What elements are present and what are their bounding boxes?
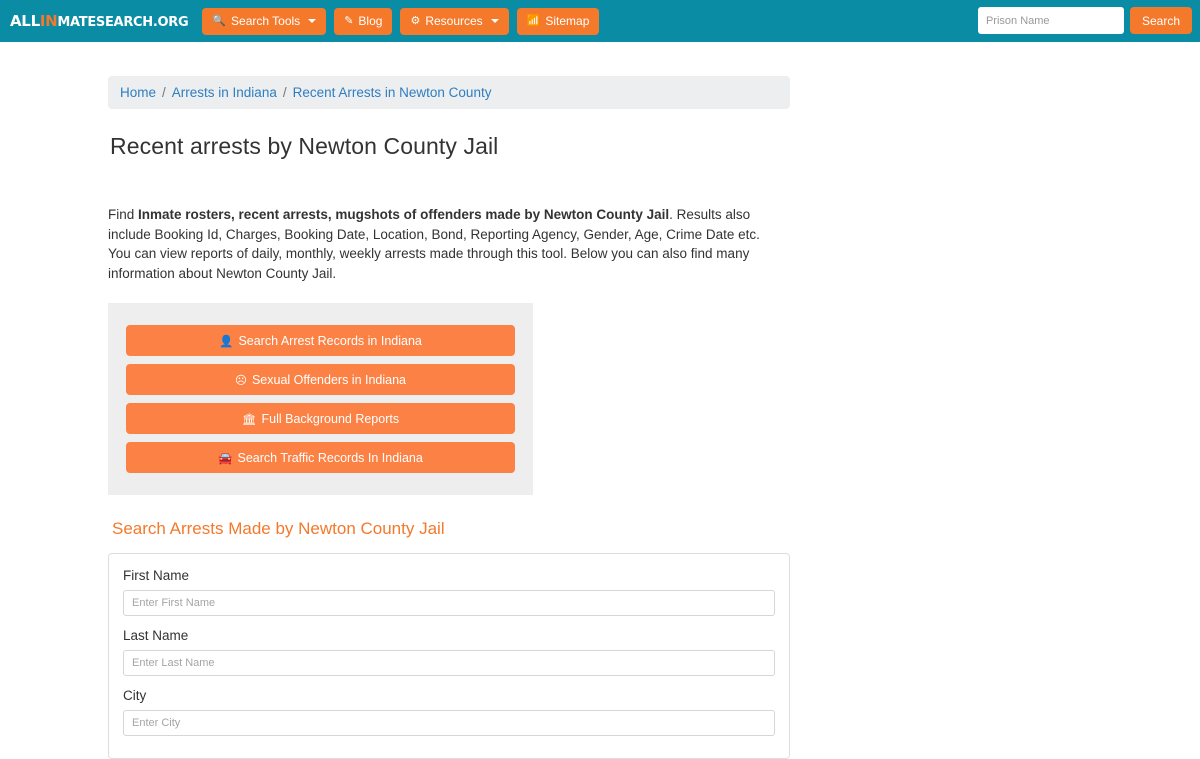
nav-sitemap-label: Sitemap bbox=[545, 14, 590, 28]
nav-blog-label: Blog bbox=[358, 14, 383, 28]
intro-rest: . Results also include Booking Id, Charges, Booking Date, Location, Bond, Reporting Agency, Gender, Age, Crime Date etc. You can view reports of daily, monthly, weekly arrests made through this tool. Below you can also find many information about Newton County Jail. bbox=[108, 207, 760, 281]
search-form-title: Search Arrests Made by Newton County Jail bbox=[112, 519, 445, 538]
breadcrumb-item-arrests-in-indiana[interactable]: Arrests in Indiana bbox=[171, 85, 277, 100]
action-button-panel bbox=[108, 303, 533, 495]
breadcrumb bbox=[108, 76, 790, 109]
last-name-input[interactable] bbox=[123, 650, 775, 676]
blog-icon: ✎ bbox=[344, 14, 354, 27]
page-body bbox=[0, 42, 1200, 759]
chevron-down-icon bbox=[308, 19, 316, 23]
intro-bold: Inmate rosters, recent arrests, mugshots of offenders made by Newton County Jail bbox=[138, 207, 670, 222]
city-label: City bbox=[123, 688, 147, 703]
nav-search-tools-button[interactable] bbox=[202, 8, 326, 35]
nav-resources-label: Resources bbox=[425, 14, 483, 28]
resources-icon: ⚙ bbox=[410, 14, 421, 27]
breadcrumb-item-home[interactable]: Home bbox=[120, 85, 157, 100]
search-traffic-records-button[interactable] bbox=[126, 442, 515, 473]
sexual-offenders-label: Sexual Offenders in Indiana bbox=[251, 372, 407, 387]
search-traffic-records-label: Search Traffic Records In Indiana bbox=[237, 450, 423, 465]
first-name-label: First Name bbox=[123, 568, 190, 583]
nav-sitemap-button[interactable] bbox=[517, 8, 600, 35]
last-name-label: Last Name bbox=[123, 628, 189, 643]
nav-resources-button[interactable] bbox=[400, 8, 508, 35]
page-intro-text bbox=[108, 205, 778, 283]
nav-blog-button[interactable] bbox=[334, 8, 392, 35]
person-badge-icon: 👤 bbox=[219, 335, 234, 348]
page-title: Recent arrests by Newton County Jail bbox=[110, 133, 499, 159]
full-background-reports-button[interactable] bbox=[126, 403, 515, 434]
logo-part-all: ALL bbox=[10, 12, 40, 30]
logo-part-rest: MATESEARCH.ORG bbox=[57, 15, 189, 30]
intro-lead: Find bbox=[108, 207, 139, 222]
navbar-search-group bbox=[978, 7, 1192, 34]
person-alert-icon: ☹ bbox=[234, 374, 247, 387]
search-arrest-records-label: Search Arrest Records in Indiana bbox=[238, 333, 422, 348]
car-icon: 🚘 bbox=[218, 452, 233, 465]
breadcrumb-separator: / bbox=[162, 85, 166, 100]
breadcrumb-separator: / bbox=[282, 85, 287, 100]
nav-search-tools-label: Search Tools bbox=[231, 14, 301, 28]
courthouse-icon: 🏛 bbox=[241, 413, 257, 426]
logo-part-in: IN bbox=[39, 12, 58, 30]
top-navbar bbox=[0, 0, 1200, 42]
city-input[interactable] bbox=[123, 710, 775, 736]
main-content bbox=[108, 42, 790, 759]
search-icon: 🔍 bbox=[212, 14, 227, 27]
breadcrumb-item-recent-arrests[interactable]: Recent Arrests in Newton County bbox=[292, 85, 492, 100]
chevron-down-icon bbox=[491, 19, 499, 23]
first-name-input[interactable] bbox=[123, 590, 775, 616]
search-arrest-records-button[interactable] bbox=[126, 325, 515, 356]
site-logo-text bbox=[10, 10, 188, 32]
navbar-search-button[interactable]: Search bbox=[1130, 7, 1192, 34]
arrest-search-form bbox=[108, 553, 790, 759]
site-logo[interactable] bbox=[8, 10, 188, 32]
full-background-reports-label: Full Background Reports bbox=[261, 411, 400, 426]
sexual-offenders-button[interactable] bbox=[126, 364, 515, 395]
sitemap-icon: 📶 bbox=[526, 14, 541, 27]
prison-name-input[interactable] bbox=[978, 7, 1124, 34]
